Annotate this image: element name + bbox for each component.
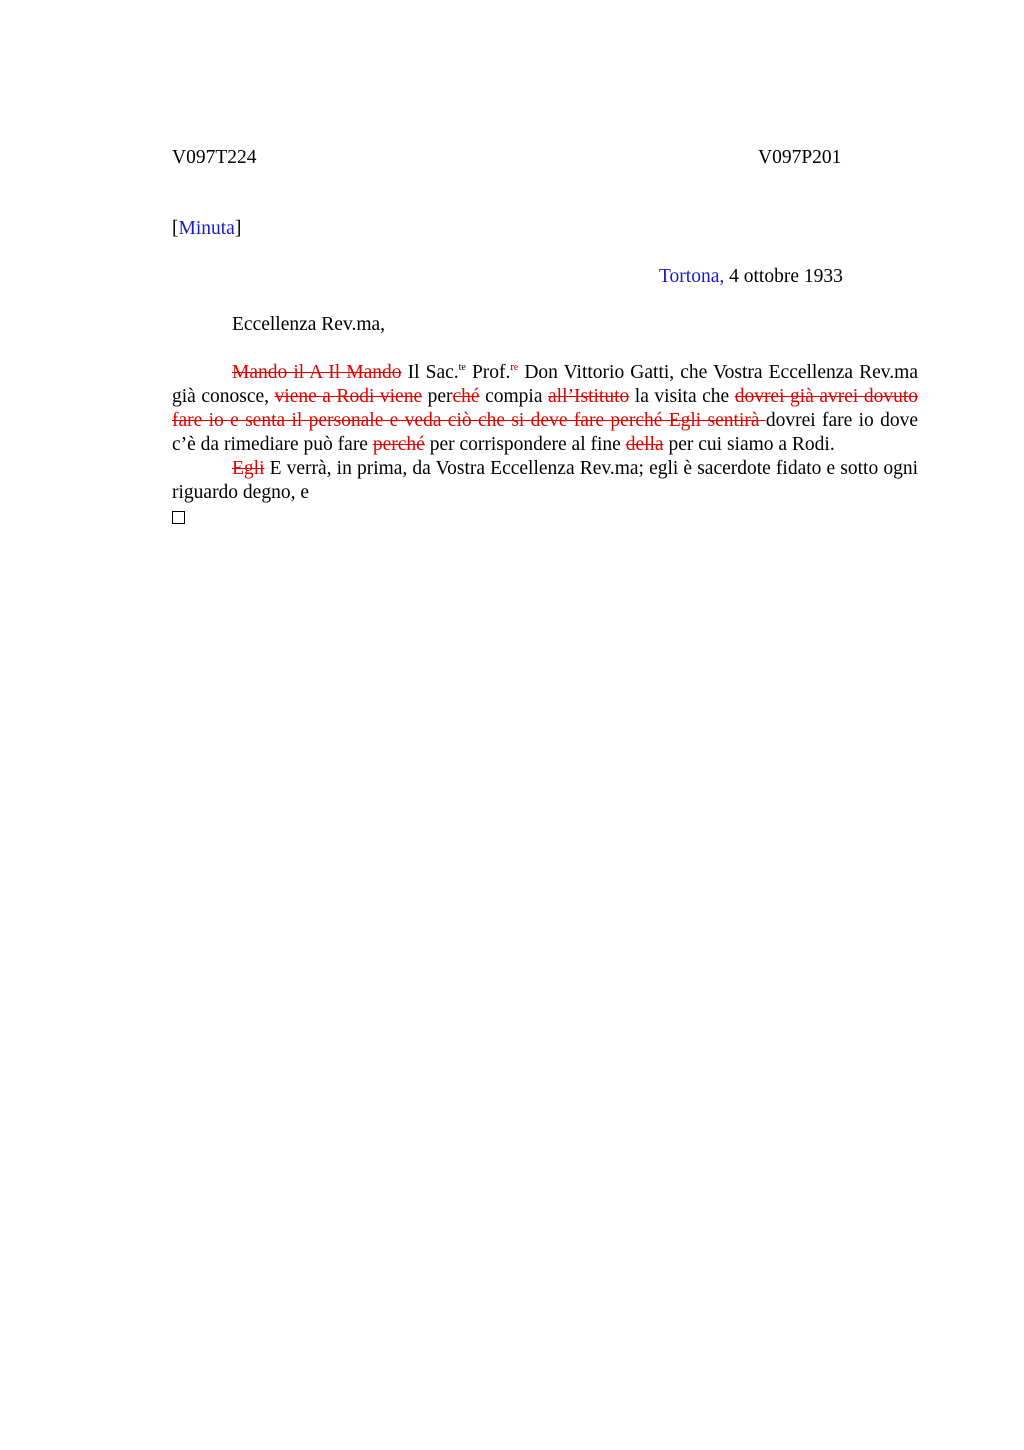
- dateline: [659, 266, 843, 288]
- empty-square-icon: [172, 511, 185, 524]
- deleted-text: Mando il A Il Mando: [232, 362, 402, 383]
- superscript: re: [510, 362, 519, 373]
- deleted-text: perché: [372, 434, 425, 455]
- body-text: Don Vittorio Gatti, che Vostra Eccellenza Rev.ma già conosce,: [172, 362, 918, 407]
- deleted-text: dovrei già avrei dovuto fare io e senta il personale e veda ciò che si deve fare perché Egli sentirà: [172, 386, 918, 431]
- end-marker: [172, 505, 918, 531]
- note-open-bracket: [: [172, 218, 179, 239]
- document-code-right: V097P201: [758, 147, 842, 168]
- dateline-place: Tortona,: [659, 266, 725, 287]
- deleted-text: viene a Rodi viene: [274, 386, 423, 407]
- note-label: Minuta: [178, 218, 235, 239]
- body-text: per: [422, 386, 453, 407]
- note-close-bracket: ]: [234, 218, 242, 239]
- body-text: E verrà, in prima, da Vostra Eccellenza Rev.ma; egli è sacerdote fidato e sotto ogni riguardo degno, e: [172, 458, 918, 503]
- salutation: Eccellenza Rev.ma,: [232, 314, 386, 335]
- paragraph-1: [172, 361, 918, 457]
- body-text: Prof.: [465, 362, 511, 383]
- deleted-text: all’Istituto: [548, 386, 630, 407]
- body-text: per cui siamo a Rodi.: [663, 434, 835, 455]
- paragraph-2: [172, 457, 918, 505]
- body-text: Il Sac.: [401, 362, 459, 383]
- body-text: per corrispondere al fine: [424, 434, 626, 455]
- body-text: la visita che: [629, 386, 735, 407]
- editorial-note: [172, 218, 241, 240]
- body-text: compia: [479, 386, 549, 407]
- letter-body: [172, 361, 918, 531]
- deleted-text: della: [625, 434, 664, 455]
- deleted-text: ché: [452, 386, 480, 407]
- superscript: te: [458, 362, 466, 373]
- deleted-text: Egli: [232, 458, 265, 479]
- dateline-date: 4 ottobre 1933: [724, 266, 843, 287]
- document-code-left: V097T224: [172, 147, 257, 168]
- body-text: dovrei fare io dove c’è da rimediare può fare: [172, 410, 919, 455]
